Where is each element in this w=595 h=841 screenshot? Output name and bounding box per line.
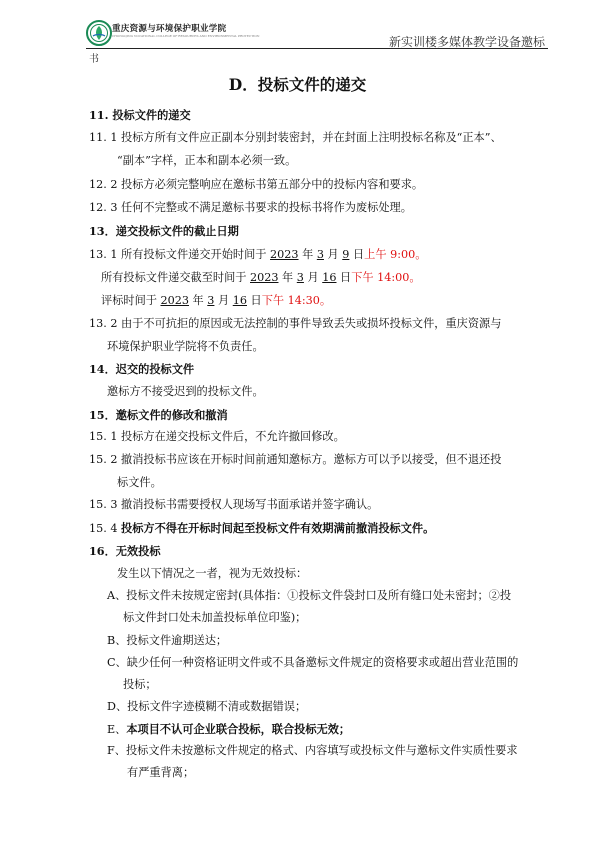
college-name: 重庆资源与环境保护职业学院 <box>112 24 227 34</box>
day-unit: 日 <box>246 294 262 307</box>
document-header-title-wrap: 书 <box>89 54 99 65</box>
deadline-end-year: 2023 <box>250 271 279 284</box>
heading-11: 11. 投标文件的递交 <box>89 108 191 122</box>
item-e <box>107 722 350 737</box>
para-15-3: 15. 3 撤消投标书需要授权人现场写书面承诺并签字确认。 <box>89 498 379 511</box>
deadline-end-line <box>101 271 421 285</box>
item-a-line1: A、投标文件未按规定密封(具体指：①投标文件袋封口及所有缝口处未密封；②投 <box>107 589 512 602</box>
evaluation-day: 16 <box>232 294 247 307</box>
heading-14: 14．迟交的投标文件 <box>89 362 195 376</box>
year-unit: 年 <box>298 248 317 261</box>
deadline-end-prefix: 所有投标文件递交截至时间于 <box>101 271 250 284</box>
para-15-1: 15. 1 投标方在递交投标文件后，不允许撤回修改。 <box>89 430 345 443</box>
para-13-2-line2: 环境保护职业学院将不负责任。 <box>107 340 264 353</box>
para-15-2-line1: 15. 2 撤消投标书应该在开标时间前通知邀标方。邀标方可以予以接受，但不退还投 <box>89 453 502 466</box>
college-logo-icon <box>86 20 112 46</box>
year-unit: 年 <box>278 271 297 284</box>
document-header-title: 新实训楼多媒体教学设备邀标 <box>388 35 545 49</box>
item-f-line2: 有严重背离； <box>127 766 195 779</box>
para-15-4-text: 投标方不得在开标时间起至投标文件有效期满前撤消投标文件。 <box>121 521 435 535</box>
deadline-start-day: 9 <box>342 248 350 261</box>
deadline-start-year: 2023 <box>270 248 299 261</box>
deadline-start-month: 3 <box>316 248 324 261</box>
deadline-start-time: 上午 9:00。 <box>364 248 427 261</box>
deadline-start-prefix: 13. 1 所有投标文件递交开始时间于 <box>89 248 271 261</box>
item-c-line2: 投标； <box>123 678 157 691</box>
para-15-4-number: 15. 4 <box>89 522 122 535</box>
para-13-2-line1: 13. 2 由于不可抗拒的原因或无法控制的事件导致丢失或损坏投标文件，重庆资源与 <box>89 317 502 330</box>
para-16-intro: 发生以下情况之一者，视为无效投标： <box>117 567 308 580</box>
item-b: B、投标文件逾期送达； <box>107 634 228 647</box>
college-name-english: CHONGQING VOCATIONAL COLLEGE OF RESOURCES AND ENVIRONMENTAL PROTECTION <box>112 34 260 38</box>
deadline-start-line <box>89 248 426 262</box>
item-a-line2: 标文件封口处未加盖投标单位印鉴)； <box>123 611 307 624</box>
evaluation-time-line <box>101 294 331 308</box>
item-e-text: 本项目不认可企业联合投标，联合投标无效； <box>126 722 351 736</box>
item-f-line1: F、投标文件未按邀标文件规定的格式、内容填写或投标文件与邀标文件实质性要求 <box>107 744 518 757</box>
deadline-end-month: 3 <box>296 271 304 284</box>
para-11-1-line1: 11. 1 投标方所有文件应正副本分别封装密封，并在封面上注明投标名称及“正本”、 <box>89 131 502 144</box>
header-divider <box>86 48 548 49</box>
heading-15: 15．邀标文件的修改和撤消 <box>89 408 228 422</box>
item-d: D、投标文件字迹模糊不清或数据错误； <box>107 700 307 713</box>
item-e-label: E、 <box>107 723 127 736</box>
item-c-line1: C、缺少任何一种资格证明文件或不具备邀标文件规定的资格要求或超出营业范围的 <box>107 656 519 669</box>
month-unit: 月 <box>214 294 233 307</box>
para-15-2-line2: 标文件。 <box>117 476 162 489</box>
evaluation-month: 3 <box>207 294 215 307</box>
evaluation-prefix: 评标时间于 <box>101 294 161 307</box>
para-12-3: 12. 3 任何不完整或不满足邀标书要求的投标书将作为废标处理。 <box>89 201 412 214</box>
para-15-4 <box>89 521 434 536</box>
para-11-1-line2: “副本”字样，正本和副本必须一致。 <box>117 154 297 167</box>
evaluation-time: 下午 14:30。 <box>261 294 332 307</box>
heading-16: 16．无效投标 <box>89 544 161 558</box>
deadline-end-day: 16 <box>322 271 337 284</box>
day-unit: 日 <box>349 248 365 261</box>
month-unit: 月 <box>323 248 343 261</box>
para-14: 邀标方不接受迟到的投标文件。 <box>107 385 264 398</box>
day-unit: 日 <box>336 271 352 284</box>
year-unit: 年 <box>188 294 208 307</box>
section-title: D．投标文件的递交 <box>228 75 367 94</box>
para-12-2: 12. 2 投标方必须完整响应在邀标书第五部分中的投标内容和要求。 <box>89 178 424 191</box>
heading-13: 13．递交投标文件的截止日期 <box>89 224 239 238</box>
evaluation-year: 2023 <box>160 294 189 307</box>
month-unit: 月 <box>303 271 323 284</box>
deadline-end-time: 下午 14:00。 <box>351 271 421 284</box>
